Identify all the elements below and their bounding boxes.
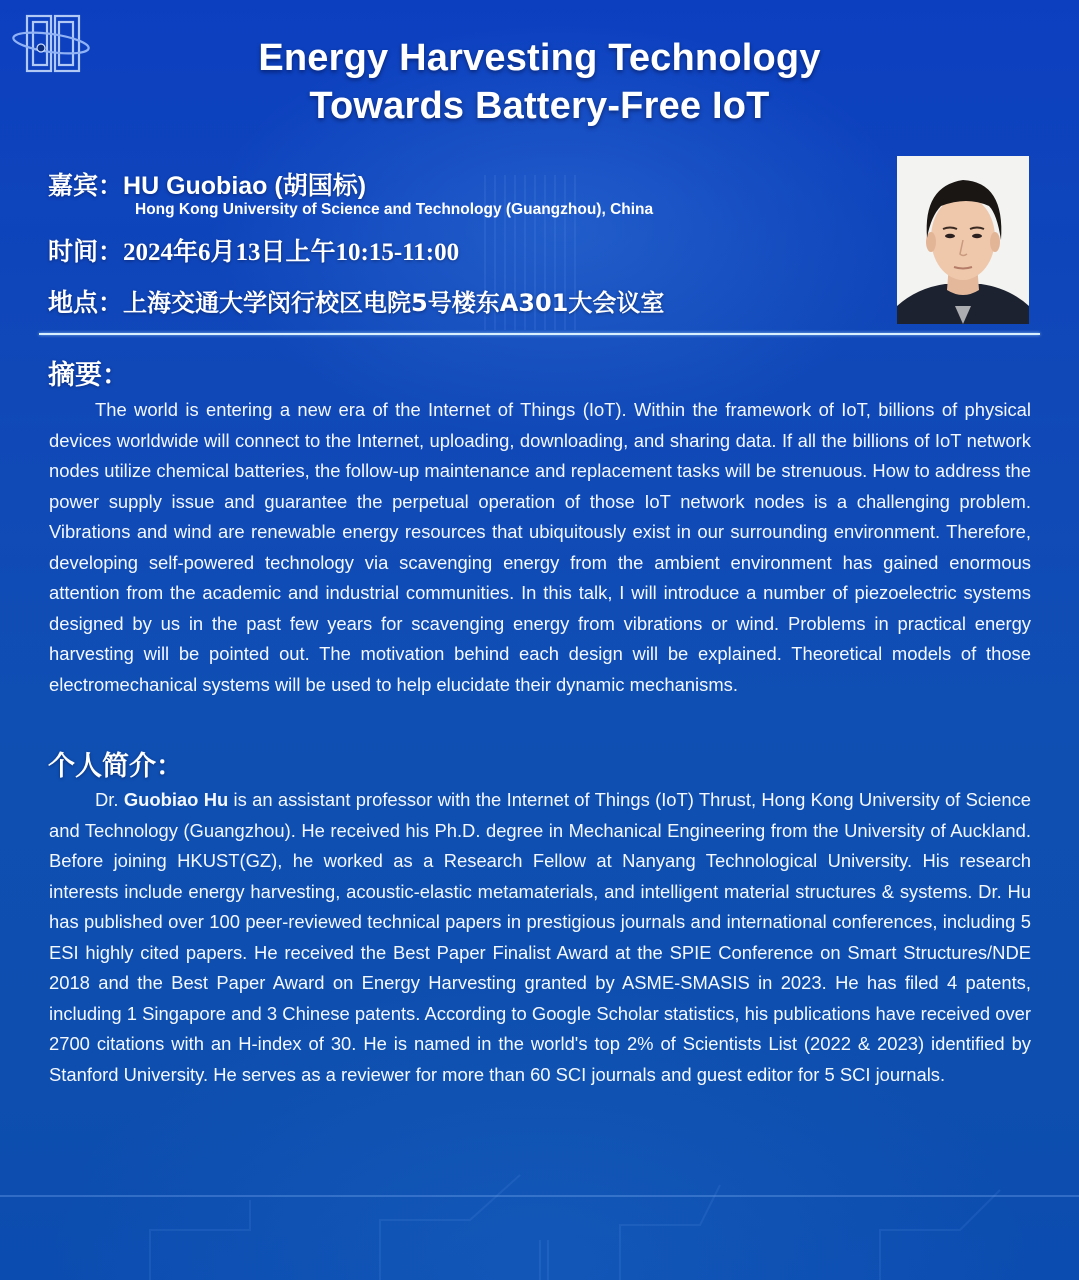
abstract-heading: 摘要： — [48, 360, 129, 391]
guest-row — [48, 166, 366, 202]
location-row — [48, 283, 664, 319]
bio-text — [49, 785, 1031, 1090]
footer-accent-line — [0, 1195, 1079, 1197]
talk-title — [0, 34, 1079, 130]
time-label: 时间： — [48, 237, 124, 266]
abstract-text: The world is entering a new era of the Internet of Things (IoT). Within the framework of IoT, billions of physical devices worldwide will connect to the Internet, uploading, downloading, and sharing data. If all the billions of IoT network nodes utilize chemical batteries, the follow-up maintenance and replacement tasks will be strenuous. How to address the power supply issue and guarantee the perpetual operation of those IoT network nodes is a challenging problem. Vibrations and wind are renewable energy resources that ubiquitously exist in our surrounding environment. Therefore, developing self-powered technology via scavenging energy from the ambient environment has gained enormous attention from the academic and industrial communities. In this talk, I will introduce a number of piezoelectric systems designed by us in the past few years for scavenging energy from vibrations or wind. Problems in practical energy harvesting will be pointed out. The motivation behind each design will be explained. Theoretical models of those electromechanical systems will be used to help elucidate their dynamic mechanisms. — [49, 399, 1031, 695]
talk-title-line-2: Towards Battery-Free IoT — [309, 85, 770, 127]
header-divider — [39, 333, 1040, 335]
time-row — [48, 232, 459, 268]
bio-heading: 个人简介： — [48, 751, 183, 782]
guest-name: HU Guobiao (胡国标) — [123, 172, 367, 200]
speaker-portrait-icon — [897, 156, 1029, 324]
talk-title-line-1: Energy Harvesting Technology — [258, 37, 821, 79]
bio-speaker-name: Guobiao Hu — [123, 789, 229, 810]
location-value: 上海交通大学闵行校区电院5号楼东A301大会议室 — [123, 289, 665, 317]
speaker-photo — [897, 156, 1029, 324]
bio-body: is an assistant professor with the Internet of Things (IoT) Thrust, Hong Kong University of Science and Technology (Guangzhou). He received his Ph.D. degree in Mechanical Engineering from the University of Auckland. Before joining HKUST(GZ), he worked as a Research Fellow at Nanyang Technological University. His research interests include energy harvesting, acoustic-elastic metamaterials, and intelligent material structures & systems. Dr. Hu has published over 100 peer-reviewed technical papers in prestigious journals and international conferences, including 5 ESI highly cited papers. He received the Best Paper Finalist Award at the SPIE Conference on Smart Structures/NDE 2018 and the Best Paper Award on Energy Harvesting granted by ASME-SMASIS in 2023. He has filed 4 patents, including 1 Singapore and 3 Chinese patents. According to Google Scholar statistics, his publications have received over 2700 citations with an H-index of 30. He is named in the world's top 2% of Scientists List (2022 & 2023) identified by Stanford University. He serves as a reviewer for more than 60 SCI journals and guest editor for 5 SCI journals. — [49, 789, 1032, 1085]
bio-prefix: Dr. — [95, 789, 124, 810]
time-value: 2024年6月13日上午10:15-11:00 — [123, 239, 460, 266]
location-label: 地点： — [48, 288, 124, 317]
guest-label: 嘉宾： — [48, 171, 124, 200]
guest-affiliation: Hong Kong University of Science and Technology (Guangzhou), China — [135, 201, 654, 218]
